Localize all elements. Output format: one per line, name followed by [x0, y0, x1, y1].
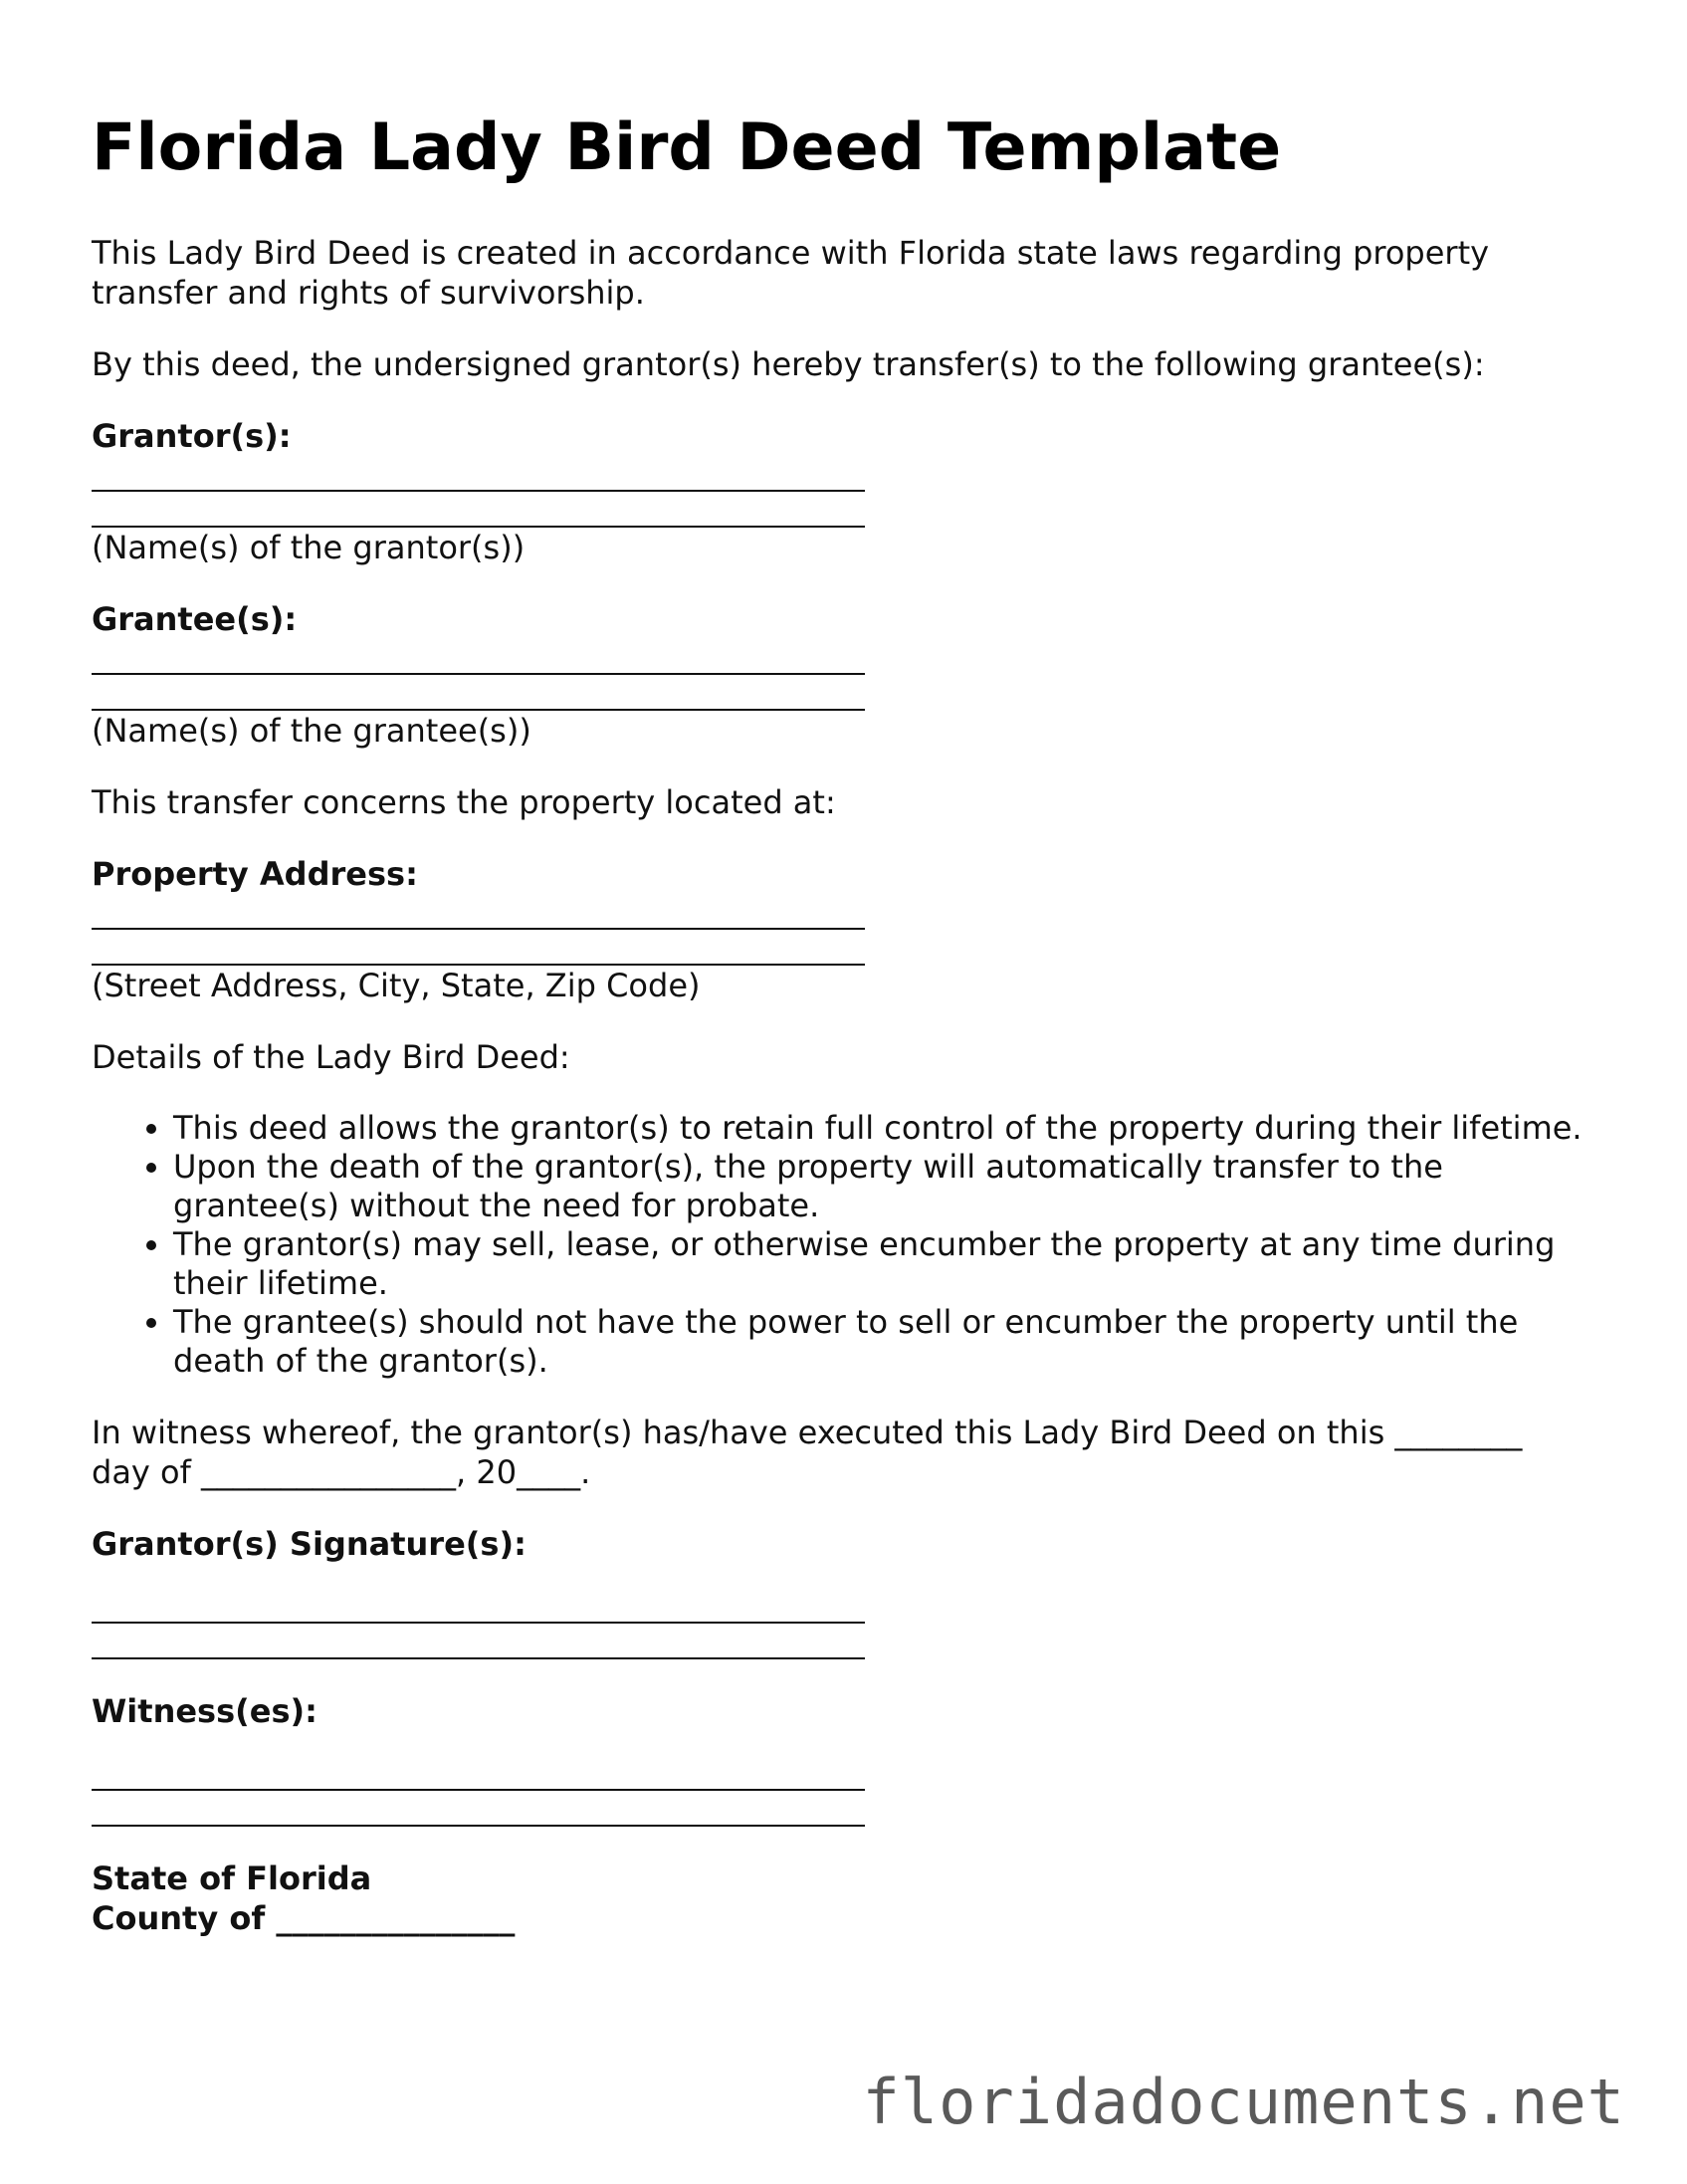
grantor-signature-line-1[interactable] — [92, 1588, 865, 1624]
witness-statement: In witness whereof, the grantor(s) has/have executed this Lady Bird Deed on this ________ day of ________________, 20____. — [92, 1414, 1523, 1491]
list-item: • Upon the death of the grantor(s), the property will automatically transfer to the grantee(s) without the need for probate. — [173, 1148, 1584, 1225]
list-item: • This deed allows the grantor(s) to retain full control of the property during their lifetime. — [173, 1109, 1584, 1148]
document-page — [92, 109, 1584, 1938]
property-address-caption: (Street Address, City, State, Zip Code) — [92, 967, 701, 1004]
list-item: • The grantor(s) may sell, lease, or otherwise encumber the property at any time during their lifetime. — [173, 1225, 1584, 1303]
details-list — [92, 1109, 1584, 1381]
grantor-name-line-1[interactable] — [92, 456, 865, 492]
property-address-line-1[interactable] — [92, 894, 865, 930]
watermark: floridadocuments.net — [862, 2066, 1625, 2138]
notary-state-block — [92, 1858, 1584, 1938]
grantor-signature-label: Grantor(s) Signature(s): — [92, 1525, 527, 1563]
details-heading: Details of the Lady Bird Deed: — [92, 1038, 570, 1076]
county-line: County of _______________ — [92, 1899, 516, 1937]
property-address-line-2[interactable] — [92, 930, 865, 966]
document-title: Florida Lady Bird Deed Template — [92, 110, 1282, 185]
property-address-fields — [92, 894, 1584, 1005]
grantee-fields — [92, 639, 1584, 751]
grantor-label: Grantor(s): — [92, 417, 292, 455]
witness-signature-line-1[interactable] — [92, 1755, 865, 1791]
intro-paragraph: This Lady Bird Deed is created in accordance with Florida state laws regarding property transfer and rights of survivorship. — [92, 234, 1490, 312]
witness-signature-fields — [92, 1731, 1584, 1827]
property-address-label: Property Address: — [92, 855, 418, 893]
witness-label: Witness(es): — [92, 1692, 317, 1730]
grantee-name-line-1[interactable] — [92, 639, 865, 675]
grantor-name-line-2[interactable] — [92, 492, 865, 528]
list-item: • The grantee(s) should not have the power to sell or encumber the property until the death of the grantor(s). — [173, 1303, 1584, 1381]
witness-signature-line-2[interactable] — [92, 1791, 865, 1827]
grantee-name-line-2[interactable] — [92, 675, 865, 711]
grantor-signature-line-2[interactable] — [92, 1624, 865, 1659]
property-intro: This transfer concerns the property located at: — [92, 783, 836, 821]
grantor-caption: (Name(s) of the grantor(s)) — [92, 529, 526, 566]
grantee-label: Grantee(s): — [92, 600, 298, 638]
transfer-statement: By this deed, the undersigned grantor(s) hereby transfer(s) to the following grantee(s): — [92, 345, 1485, 383]
state-line: State of Florida — [92, 1859, 372, 1897]
grantor-signature-fields — [92, 1564, 1584, 1659]
grantee-caption: (Name(s) of the grantee(s)) — [92, 712, 531, 750]
grantor-fields — [92, 456, 1584, 567]
